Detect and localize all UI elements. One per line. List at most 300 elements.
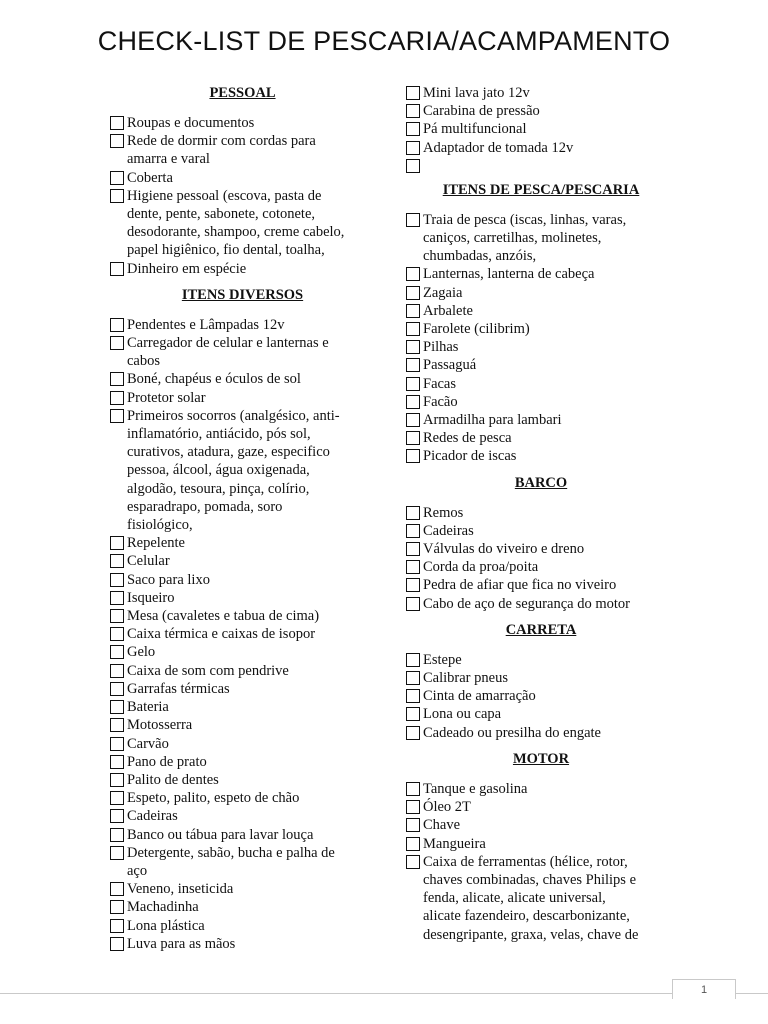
checkbox[interactable] — [406, 413, 420, 427]
section-title-pessoal: PESSOAL — [209, 85, 276, 101]
checklist-item-line: Primeiros socorros (analgésico, anti- — [127, 407, 340, 424]
checklist-item-line: cabos — [127, 353, 161, 370]
checklist-item-line: Luva para as mãos — [127, 935, 236, 952]
checklist-item-line: Repelente — [127, 535, 185, 552]
checklist-item-line: Espeto, palito, espeto de chão — [127, 790, 300, 807]
checklist-item — [406, 211, 676, 266]
checklist-item-line: desodorante, shampoo, creme cabelo, — [127, 224, 345, 241]
checklist-item — [406, 798, 676, 816]
checklist-item-label — [423, 302, 676, 320]
checklist-item — [110, 880, 375, 898]
checklist-item — [110, 662, 375, 680]
checklist-item-label — [423, 780, 676, 798]
checklist-item-label — [423, 705, 676, 723]
checklist-item-label — [127, 880, 375, 898]
checklist-item-line: Gelo — [127, 644, 156, 661]
checklist-item-label — [127, 680, 375, 698]
checkbox[interactable] — [406, 653, 420, 667]
checklist-item-label — [423, 835, 676, 853]
checklist-item-label — [127, 789, 375, 807]
checklist-item-label — [423, 356, 676, 374]
checkbox[interactable] — [110, 773, 124, 787]
checklist-item-label — [423, 411, 676, 429]
checkbox[interactable] — [110, 189, 124, 203]
checklist-item — [406, 320, 676, 338]
checklist-item — [406, 302, 676, 320]
checklist-item-line: dente, pente, sabonete, cotonete, — [127, 206, 316, 223]
checkbox[interactable] — [110, 900, 124, 914]
checklist-item-label — [127, 716, 375, 734]
checklist-item — [110, 571, 375, 589]
checkbox[interactable] — [406, 213, 420, 227]
checklist-item — [110, 935, 375, 953]
checkbox[interactable] — [406, 377, 420, 391]
checklist-item-line: fisiológico, — [127, 517, 193, 534]
page-number: 1 — [672, 979, 736, 999]
checklist-item-line: Saco para lixo — [127, 571, 210, 588]
checklist-item-label — [423, 320, 676, 338]
checklist-item-line: Cadeado ou presilha do engate — [423, 724, 601, 741]
checklist-item — [406, 411, 676, 429]
checklist-item-line: Celular — [127, 553, 170, 570]
checklist-item-label — [127, 643, 375, 661]
checklist-itens-de-pesca — [406, 211, 676, 466]
checkbox[interactable] — [110, 645, 124, 659]
checklist-item — [110, 807, 375, 825]
checklist-item-label — [127, 771, 375, 789]
checkbox[interactable] — [406, 689, 420, 703]
checkbox[interactable] — [406, 395, 420, 409]
checklist-item — [406, 284, 676, 302]
section-barco — [406, 474, 676, 613]
checklist-item-line: fenda, alicate, alicate universal, — [423, 890, 606, 907]
checklist-item — [406, 669, 676, 687]
checklist-item — [110, 643, 375, 661]
checklist-item-label — [127, 607, 375, 625]
checklist-item — [406, 356, 676, 374]
checkbox[interactable] — [406, 286, 420, 300]
checkbox[interactable] — [406, 855, 420, 869]
checkbox[interactable] — [110, 554, 124, 568]
checklist-item-line: desengripante, graxa, velas, chave de — [423, 926, 639, 943]
checklist-item — [406, 835, 676, 853]
checklist-item-label — [127, 625, 375, 643]
checkbox[interactable] — [406, 671, 420, 685]
checklist-item — [110, 716, 375, 734]
checkbox[interactable] — [110, 573, 124, 587]
checkbox[interactable] — [110, 609, 124, 623]
checklist-item — [406, 595, 676, 613]
checklist-item — [406, 157, 676, 173]
checkbox[interactable] — [110, 737, 124, 751]
checklist-item-line: Carregador de celular e lanternas e — [127, 335, 329, 352]
checklist-item — [406, 120, 676, 138]
checklist-item-label — [423, 595, 676, 613]
checklist-item-line: Machadinha — [127, 899, 199, 916]
checklist-item-line: Motosserra — [127, 717, 193, 734]
checklist-item — [406, 522, 676, 540]
checklist-item-line: algodão, tesoura, pinça, colírio, — [127, 480, 310, 497]
checklist-item-line: Adaptador de tomada 12v — [423, 139, 574, 156]
document-title: CHECK-LIST DE PESCARIA/ACAMPAMENTO — [97, 26, 671, 56]
section-title-itens-de-pesca: ITENS DE PESCA/PESCARIA — [442, 181, 640, 198]
checklist-item-label — [423, 669, 676, 687]
checklist-item-label — [127, 316, 375, 334]
checklist-item — [110, 132, 375, 168]
checkbox[interactable] — [406, 578, 420, 592]
checklist-item-label — [423, 558, 676, 576]
checklist-item-line: Válvulas do viveiro e dreno — [423, 541, 585, 558]
checklist-item — [110, 898, 375, 916]
checkbox[interactable] — [110, 627, 124, 641]
checkbox[interactable] — [110, 828, 124, 842]
checklist-item-line: Facas — [423, 375, 457, 392]
checklist-item-label — [423, 576, 676, 594]
checklist-item-label — [127, 662, 375, 680]
checklist-item-line: Lona ou capa — [423, 706, 502, 723]
checklist-item — [406, 724, 676, 742]
checklist-item-label — [127, 552, 375, 570]
checklist-item — [110, 389, 375, 407]
checkbox[interactable] — [110, 809, 124, 823]
checklist-item-label — [127, 698, 375, 716]
checklist-item-line: Banco ou tábua para lavar louça — [127, 826, 314, 843]
checklist-item-label — [127, 571, 375, 589]
checklist-item-label — [423, 120, 676, 138]
checkbox[interactable] — [110, 937, 124, 951]
checkbox[interactable] — [110, 664, 124, 678]
checklist-item-label — [423, 651, 676, 669]
checklist-item-line: Chave — [423, 817, 461, 834]
checkbox[interactable] — [110, 591, 124, 605]
checklist-item-line: curativos, atadura, gaze, especifico — [127, 444, 330, 461]
checkbox[interactable] — [406, 782, 420, 796]
checklist-item-label — [127, 917, 375, 935]
checklist-item-line: pessoa, álcool, água oxigenada, — [127, 462, 310, 479]
checklist-pessoal — [110, 114, 375, 278]
checklist-item-label — [127, 753, 375, 771]
checklist-item-line: Estepe — [423, 651, 462, 668]
section-title-itens-diversos: ITENS DIVERSOS — [181, 286, 304, 303]
checklist-item-line: Lanternas, lanterna de cabeça — [423, 266, 595, 283]
checklist-item-line: Boné, chapéus e óculos de sol — [127, 371, 301, 388]
checklist-extras — [406, 84, 676, 173]
checklist-item-line: Roupas e documentos — [127, 115, 255, 131]
checklist-item — [110, 680, 375, 698]
checklist-item-line: papel higiênico, fio dental, toalha, — [127, 242, 325, 259]
checklist-item-line: Pano de prato — [127, 753, 207, 770]
checklist-item — [406, 393, 676, 411]
checklist-item — [110, 607, 375, 625]
checklist-item-line: Pendentes e Lâmpadas 12v — [127, 316, 285, 333]
checklist-item-line: Palito de dentes — [127, 771, 219, 788]
checkbox[interactable] — [110, 682, 124, 696]
checklist-item — [406, 338, 676, 356]
checklist-item-label — [423, 522, 676, 540]
checklist-item-line: Óleo 2T — [423, 799, 471, 816]
checklist-item-label — [127, 807, 375, 825]
checklist-item-line: Cinta de amarração — [423, 688, 536, 705]
checklist-item — [406, 780, 676, 798]
section-pessoal — [110, 84, 375, 278]
checklist-item-line: Calibrar pneus — [423, 670, 508, 687]
checklist-item-label — [423, 540, 676, 558]
checklist-item-label — [127, 260, 375, 278]
checklist-item-line: Carabina de pressão — [423, 103, 540, 120]
section-title-barco: BARCO — [514, 474, 568, 491]
checkbox[interactable] — [110, 171, 124, 185]
section-carreta — [406, 621, 676, 742]
checkbox[interactable] — [110, 318, 124, 332]
checklist-item-line: Coberta — [127, 169, 173, 186]
checkbox[interactable] — [406, 542, 420, 556]
checklist-item-line: Traia de pesca (iscas, linhas, varas, — [423, 211, 627, 228]
checkbox[interactable] — [406, 322, 420, 336]
checklist-item-line: Mesa (cavaletes e tabua de cima) — [127, 608, 320, 625]
checklist-item-line: Facão — [423, 393, 458, 410]
checkbox[interactable] — [110, 536, 124, 550]
checklist-item — [406, 558, 676, 576]
checklist-item-line: Pá multifuncional — [423, 121, 527, 138]
checklist-item — [110, 169, 375, 187]
checklist-item-label — [127, 534, 375, 552]
checklist-item — [406, 576, 676, 594]
checklist-item — [406, 375, 676, 393]
checklist-item-line: Pilhas — [423, 339, 459, 356]
checklist-item-line: Detergente, sabão, bucha e palha de — [127, 844, 335, 861]
section-itens-de-pesca — [406, 181, 676, 466]
checkbox[interactable] — [110, 755, 124, 769]
checklist-item — [110, 844, 375, 880]
checklist-barco — [406, 504, 676, 613]
checklist-item-label — [127, 407, 375, 534]
checkbox[interactable] — [406, 304, 420, 318]
checklist-item-label — [423, 265, 676, 283]
checklist-item-label — [127, 844, 375, 880]
checklist-item-line: Pedra de afiar que fica no viveiro — [423, 577, 617, 594]
checklist-item-label — [423, 447, 676, 465]
right-column — [406, 84, 676, 944]
checklist-item — [406, 84, 676, 102]
checklist-item-label — [127, 826, 375, 844]
checklist-item-line: alicate fazendeiro, descarbonizante, — [423, 908, 630, 925]
checklist-item-line: Arbalete — [423, 302, 473, 319]
checklist-item-label — [423, 393, 676, 411]
checklist-item-line: Caixa de ferramentas (hélice, rotor, — [423, 853, 628, 870]
checkbox[interactable] — [406, 86, 420, 100]
checkbox[interactable] — [110, 336, 124, 350]
checklist-carreta — [406, 651, 676, 742]
checklist-item-label — [423, 724, 676, 742]
checkbox[interactable] — [110, 718, 124, 732]
checklist-item-label — [423, 687, 676, 705]
checkbox[interactable] — [406, 159, 420, 173]
checklist-item — [110, 735, 375, 753]
checklist-item-line: Armadilha para lambari — [423, 412, 562, 429]
checklist-item-label — [423, 375, 676, 393]
checkbox[interactable] — [110, 919, 124, 933]
checklist-item — [406, 447, 676, 465]
checkbox[interactable] — [406, 358, 420, 372]
checkbox[interactable] — [110, 262, 124, 276]
checklist-item-label — [127, 114, 375, 132]
left-column — [110, 84, 375, 953]
checklist-item-label — [127, 132, 375, 168]
checklist-item-label — [127, 589, 375, 607]
checklist-item-line: Passaguá — [423, 357, 477, 374]
checkbox[interactable] — [406, 122, 420, 136]
checklist-item-line: amarra e varal — [127, 151, 210, 168]
checklist-item-label — [127, 169, 375, 187]
checklist-item — [406, 504, 676, 522]
checklist-item-line: Cadeiras — [423, 522, 474, 539]
checklist-item-line: Garrafas térmicas — [127, 680, 230, 697]
checklist-item-label — [127, 187, 375, 260]
section-extras — [406, 84, 676, 173]
checkbox[interactable] — [406, 818, 420, 832]
checklist-item-label — [423, 284, 676, 302]
checkbox[interactable] — [406, 560, 420, 574]
checklist-item-line: Carvão — [127, 735, 169, 752]
checklist-item-line: chaves combinadas, chaves Philips e — [423, 871, 637, 888]
checklist-item — [110, 826, 375, 844]
checklist-item-label — [423, 84, 676, 102]
checkbox[interactable] — [406, 449, 420, 463]
checklist-item-label — [423, 429, 676, 447]
checklist-item — [110, 370, 375, 388]
checklist-item — [406, 687, 676, 705]
checklist-item — [110, 552, 375, 570]
checklist-item — [406, 540, 676, 558]
checklist-item-line: Dinheiro em espécie — [127, 260, 247, 277]
checklist-item-line: Veneno, inseticida — [127, 881, 234, 898]
checkbox[interactable] — [406, 800, 420, 814]
checklist-item-line: Cadeiras — [127, 808, 178, 825]
checklist-item-label — [423, 853, 676, 944]
checklist-item-label — [423, 504, 676, 522]
checklist-item — [110, 534, 375, 552]
checkbox[interactable] — [406, 506, 420, 520]
checklist-item — [406, 139, 676, 157]
checklist-item-line: esparadrapo, pomada, soro — [127, 498, 283, 515]
section-title-carreta: CARRETA — [505, 621, 577, 638]
checklist-item — [406, 853, 676, 944]
checklist-item-line: Isqueiro — [127, 589, 175, 606]
checkbox[interactable] — [110, 700, 124, 714]
checklist-item — [406, 102, 676, 120]
checklist-item-label — [127, 735, 375, 753]
checklist-item-label — [423, 102, 676, 120]
checkbox[interactable] — [406, 597, 420, 611]
checklist-item — [110, 771, 375, 789]
checklist-item-line: Cabo de aço de segurança do motor — [423, 595, 630, 612]
checklist-item — [110, 316, 375, 334]
checkbox[interactable] — [406, 267, 420, 281]
checklist-item-line: Zagaia — [423, 284, 463, 301]
checklist-item-label — [127, 389, 375, 407]
checkbox[interactable] — [110, 846, 124, 860]
checklist-item-label — [423, 139, 676, 157]
checklist-motor — [406, 780, 676, 944]
checklist-item-label — [127, 334, 375, 370]
checkbox[interactable] — [110, 882, 124, 896]
checklist-item — [110, 917, 375, 935]
checklist-item — [110, 114, 375, 132]
checklist-item-label — [127, 898, 375, 916]
checklist-item-label — [127, 370, 375, 388]
checkbox[interactable] — [406, 726, 420, 740]
checklist-item-line: Picador de iscas — [423, 448, 517, 465]
checklist-item-line: inflamatório, antiácido, pós sol, — [127, 426, 311, 443]
checklist-item-label — [127, 935, 375, 953]
checklist-item-line: Caixa de som com pendrive — [127, 662, 289, 679]
checkbox[interactable] — [110, 134, 124, 148]
checklist-item — [110, 589, 375, 607]
checkbox[interactable] — [110, 116, 124, 130]
checklist-item — [110, 407, 375, 534]
checklist-item-line: Rede de dormir com cordas para — [127, 133, 316, 150]
checklist-item — [406, 705, 676, 723]
checklist-item — [406, 816, 676, 834]
checkbox[interactable] — [406, 524, 420, 538]
checkbox[interactable] — [406, 837, 420, 851]
checklist-item-line: chumbadas, anzóis, — [423, 248, 537, 265]
checkbox[interactable] — [406, 141, 420, 155]
checkbox[interactable] — [406, 340, 420, 354]
checklist-item-label — [423, 798, 676, 816]
checklist-item-line: Redes de pesca — [423, 430, 512, 447]
checklist-item-label — [423, 338, 676, 356]
checklist-item — [406, 651, 676, 669]
checklist-item-line: Protetor solar — [127, 389, 206, 406]
checklist-item-line: caniços, carretilhas, molinetes, — [423, 230, 602, 247]
checklist-item — [110, 789, 375, 807]
checklist-item — [406, 429, 676, 447]
checkbox[interactable] — [110, 409, 124, 423]
checklist-item — [110, 625, 375, 643]
section-itens-diversos — [110, 286, 375, 953]
section-title-motor: MOTOR — [512, 750, 570, 767]
checklist-item — [110, 698, 375, 716]
section-motor — [406, 750, 676, 944]
checklist-item-line: Higiene pessoal (escova, pasta de — [127, 187, 322, 204]
checklist-item — [110, 260, 375, 278]
checkbox[interactable] — [406, 431, 420, 445]
checklist-itens-diversos — [110, 316, 375, 953]
checklist-item-line: Lona plástica — [127, 917, 205, 934]
checklist-item-line: Remos — [423, 504, 464, 521]
footer-divider — [0, 993, 768, 994]
checklist-item-line: Bateria — [127, 699, 169, 716]
checklist-item — [110, 187, 375, 260]
checkbox[interactable] — [110, 372, 124, 386]
checklist-item-line: Farolete (cilibrim) — [423, 321, 530, 338]
checklist-item-label — [423, 816, 676, 834]
checklist-item-line: Caixa térmica e caixas de isopor — [127, 626, 316, 643]
checklist-item-label — [423, 211, 676, 266]
checkbox[interactable] — [406, 707, 420, 721]
checklist-item-line: Corda da proa/poita — [423, 559, 539, 576]
checklist-item-line: Mini lava jato 12v — [423, 85, 530, 101]
checklist-item-line: aço — [127, 862, 148, 879]
checklist-item — [406, 265, 676, 283]
checklist-item — [110, 753, 375, 771]
checkbox[interactable] — [110, 791, 124, 805]
checklist-item-line: Tanque e gasolina — [423, 780, 528, 797]
checkbox[interactable] — [110, 391, 124, 405]
checkbox[interactable] — [406, 104, 420, 118]
checklist-item — [110, 334, 375, 370]
